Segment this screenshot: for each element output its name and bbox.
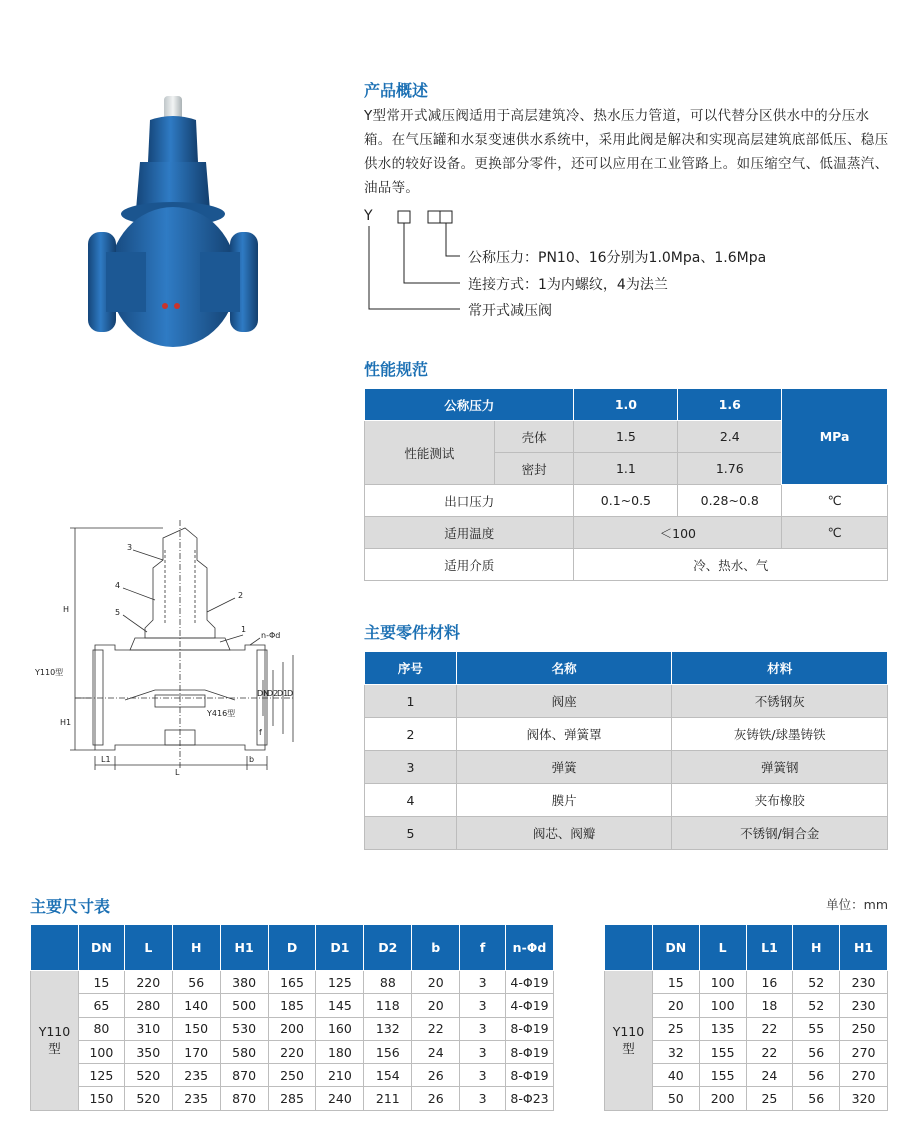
dimension-cell: 135	[699, 1017, 746, 1040]
dimension-table-y110-thread	[604, 924, 888, 1111]
dimension-cell: 211	[364, 1087, 412, 1110]
overview-text: Y型常开式减压阀适用于高层建筑冷、热水压力管道，可以代替分区供水中的分压水箱。在气压罐和水泵变速供水系统中，采用此阀是解决和实现高层建筑底部低压、稳压供水的较好设备。更换部分零件，还可以应用在工业管路上。如压缩空气、低温蒸汽、油品等。	[364, 108, 889, 196]
type-label: Y110 型	[605, 971, 653, 1111]
parts-header-name: 名称	[456, 652, 672, 685]
table-row	[31, 1017, 554, 1040]
dimension-cell: 52	[793, 971, 840, 994]
dim2-header: H1	[840, 925, 888, 971]
performance-table	[364, 388, 888, 581]
table-row	[365, 784, 888, 817]
table-row	[31, 994, 554, 1017]
dimension-cell: 65	[78, 994, 124, 1017]
outlet-label: 出口压力	[365, 485, 574, 517]
parts-cell: 不锈钢灰	[672, 685, 888, 718]
parts-cell: 弹簧钢	[672, 751, 888, 784]
parts-cell: 灰铸铁/球墨铸铁	[672, 718, 888, 751]
dimension-cell: 20	[412, 994, 460, 1017]
dimension-cell: 870	[220, 1064, 268, 1087]
drawing-label-5: 5	[115, 608, 121, 617]
dimension-cell: 56	[793, 1040, 840, 1063]
temp-label: 适用温度	[365, 517, 574, 549]
dimension-cell: 40	[652, 1064, 699, 1087]
temp-unit: ℃	[782, 517, 888, 549]
drawing-label-h: H	[63, 605, 70, 614]
dimension-cell: 22	[746, 1040, 793, 1063]
table-row	[31, 971, 554, 994]
seal-v2: 1.76	[678, 453, 782, 485]
drawing-label-3: 3	[127, 543, 133, 552]
dimension-cell: 25	[652, 1017, 699, 1040]
dimension-cell: 270	[840, 1040, 888, 1063]
drawing-label-l: L	[175, 768, 180, 777]
table-row	[365, 718, 888, 751]
dim1-header: H	[172, 925, 220, 971]
dimension-cell: 580	[220, 1040, 268, 1063]
overview-title: 产品概述	[364, 81, 429, 100]
dimension-cell: 280	[124, 994, 172, 1017]
table-row	[605, 971, 888, 994]
dimension-cell: 530	[220, 1017, 268, 1040]
dimension-table-y110	[30, 924, 554, 1111]
seal-v1: 1.1	[574, 453, 678, 485]
dimension-cell: 3	[460, 1064, 506, 1087]
dimension-cell: 55	[793, 1017, 840, 1040]
drawing-label-1: 1	[241, 625, 247, 634]
dimension-cell: 350	[124, 1040, 172, 1063]
dimension-cell: 125	[78, 1064, 124, 1087]
drawing-label-y416: Y416型	[207, 709, 236, 718]
dimension-cell: 185	[268, 994, 316, 1017]
dimension-cell: 150	[172, 1017, 220, 1040]
drawing-label-f: f	[259, 728, 262, 737]
dimension-cell: 220	[124, 971, 172, 994]
dimension-cell: 132	[364, 1017, 412, 1040]
dimension-cell: 22	[412, 1017, 460, 1040]
dimension-cell: 15	[652, 971, 699, 994]
dimension-cell: 230	[840, 994, 888, 1017]
dimension-cell: 56	[793, 1064, 840, 1087]
dimension-cell: 3	[460, 1087, 506, 1110]
dimension-cell: 250	[268, 1064, 316, 1087]
dimension-cell: 100	[78, 1040, 124, 1063]
dimension-cell: 150	[78, 1087, 124, 1110]
drawing-label-nd: n-Φd	[261, 631, 281, 640]
dimension-cell: 160	[316, 1017, 364, 1040]
parts-header-material: 材料	[672, 652, 888, 685]
dimension-cell: 380	[220, 971, 268, 994]
dimension-cell: 155	[699, 1040, 746, 1063]
dim1-header: H1	[220, 925, 268, 971]
dimension-cell: 18	[746, 994, 793, 1017]
dimension-cell: 100	[699, 994, 746, 1017]
parts-cell: 膜片	[456, 784, 672, 817]
dimension-cell: 165	[268, 971, 316, 994]
dimension-cell: 200	[699, 1087, 746, 1110]
dimensions-title: 主要尺寸表	[30, 897, 111, 916]
drawing-label-y110: Y110型	[35, 668, 64, 677]
drawing-label-l1: L1	[101, 755, 111, 764]
dimension-cell: 25	[746, 1087, 793, 1110]
table-row	[31, 1040, 554, 1063]
dim1-header-blank	[31, 925, 79, 971]
dimension-cell: 180	[316, 1040, 364, 1063]
outlet-v1: 0.1~0.5	[574, 485, 678, 517]
dim2-header-blank	[605, 925, 653, 971]
header-pressure: 公称压力	[365, 389, 574, 421]
test-label: 性能测试	[365, 421, 495, 485]
performance-title: 性能规范	[364, 360, 429, 379]
parts-cell: 不锈钢/铜合金	[672, 817, 888, 850]
table-row	[365, 817, 888, 850]
parts-cell: 夹布橡胶	[672, 784, 888, 817]
dimension-cell: 500	[220, 994, 268, 1017]
dimension-cell: 8-Φ19	[506, 1040, 554, 1063]
dim1-header: f	[460, 925, 506, 971]
dimension-cell: 320	[840, 1087, 888, 1110]
drawing-label-d2: D2	[267, 689, 279, 698]
dimension-cell: 285	[268, 1087, 316, 1110]
dimension-cell: 170	[172, 1040, 220, 1063]
temp-value: ＜100	[574, 517, 782, 549]
model-code-prefix: Y	[364, 208, 373, 224]
drawing-label-4: 4	[115, 581, 121, 590]
dimension-cell: 80	[78, 1017, 124, 1040]
dimension-cell: 235	[172, 1087, 220, 1110]
model-code-line1: 公称压力：PN10、16分别为1.0Mpa、1.6Mpa	[468, 250, 767, 266]
dim2-header: DN	[652, 925, 699, 971]
dimension-cell: 32	[652, 1040, 699, 1063]
dimension-cell: 20	[652, 994, 699, 1017]
dimension-cell: 24	[746, 1064, 793, 1087]
drawing-label-2: 2	[238, 591, 244, 600]
dim1-header: b	[412, 925, 460, 971]
shell-v2: 2.4	[678, 421, 782, 453]
model-code-diagram	[364, 206, 464, 326]
dimension-cell: 520	[124, 1064, 172, 1087]
table-row	[365, 751, 888, 784]
dimension-cell: 15	[78, 971, 124, 994]
dimension-cell: 8-Φ19	[506, 1017, 554, 1040]
dimension-cell: 56	[793, 1087, 840, 1110]
medium-value: 冷、热水、气	[574, 549, 888, 581]
dim1-header: D	[268, 925, 316, 971]
parts-cell: 4	[365, 784, 457, 817]
shell-v1: 1.5	[574, 421, 678, 453]
dim2-header: L	[699, 925, 746, 971]
dimension-cell: 235	[172, 1064, 220, 1087]
parts-title: 主要零件材料	[364, 623, 461, 642]
dimension-cell: 3	[460, 1040, 506, 1063]
dimension-cell: 3	[460, 1017, 506, 1040]
drawing-label-d: D	[287, 689, 294, 698]
model-code-line3: 常开式减压阀	[468, 303, 552, 319]
dimension-cell: 20	[412, 971, 460, 994]
unit-label: 单位：mm	[826, 897, 888, 912]
table-row	[31, 1064, 554, 1087]
dim1-header: L	[124, 925, 172, 971]
dimension-cell: 118	[364, 994, 412, 1017]
table-row	[31, 1087, 554, 1110]
dimension-cell: 50	[652, 1087, 699, 1110]
parts-cell: 阀座	[456, 685, 672, 718]
dim1-header: D1	[316, 925, 364, 971]
table-row	[365, 685, 888, 718]
parts-table	[364, 651, 888, 850]
dimension-cell: 8-Φ19	[506, 1064, 554, 1087]
dimension-cell: 220	[268, 1040, 316, 1063]
type-label: Y110 型	[31, 971, 79, 1111]
dimension-cell: 270	[840, 1064, 888, 1087]
valve-section-drawing	[35, 520, 325, 780]
dimension-cell: 56	[172, 971, 220, 994]
drawing-label-h1: H1	[60, 718, 72, 727]
outlet-v2: 0.28~0.8	[678, 485, 782, 517]
dim1-header: DN	[78, 925, 124, 971]
dim1-header: n-Φd	[506, 925, 554, 971]
dimension-cell: 4-Φ19	[506, 994, 554, 1017]
parts-cell: 弹簧	[456, 751, 672, 784]
parts-cell: 3	[365, 751, 457, 784]
parts-cell: 2	[365, 718, 457, 751]
dimension-cell: 3	[460, 994, 506, 1017]
drawing-label-dn: DN	[257, 689, 270, 698]
dimension-cell: 4-Φ19	[506, 971, 554, 994]
model-code-line2: 连接方式：1为内螺纹，4为法兰	[468, 277, 668, 293]
dim1-header: D2	[364, 925, 412, 971]
dimension-cell: 24	[412, 1040, 460, 1063]
header-1-6: 1.6	[678, 389, 782, 421]
dimension-cell: 156	[364, 1040, 412, 1063]
dimension-cell: 200	[268, 1017, 316, 1040]
dimension-cell: 52	[793, 994, 840, 1017]
dimension-cell: 100	[699, 971, 746, 994]
dim2-header: L1	[746, 925, 793, 971]
dimension-cell: 155	[699, 1064, 746, 1087]
dimension-cell: 154	[364, 1064, 412, 1087]
dimension-cell: 88	[364, 971, 412, 994]
header-unit-mpa: MPa	[782, 389, 888, 485]
dim2-header: H	[793, 925, 840, 971]
valve-photo	[80, 92, 270, 367]
dimension-cell: 3	[460, 971, 506, 994]
outlet-unit: ℃	[782, 485, 888, 517]
dimension-cell: 520	[124, 1087, 172, 1110]
dimension-cell: 125	[316, 971, 364, 994]
medium-label: 适用介质	[365, 549, 574, 581]
drawing-label-d1: D1	[277, 689, 289, 698]
dimension-cell: 140	[172, 994, 220, 1017]
shell-label: 壳体	[494, 421, 574, 453]
parts-cell: 5	[365, 817, 457, 850]
dimension-cell: 230	[840, 971, 888, 994]
dimension-cell: 310	[124, 1017, 172, 1040]
dimension-cell: 16	[746, 971, 793, 994]
seal-label: 密封	[494, 453, 574, 485]
dimension-cell: 22	[746, 1017, 793, 1040]
dimension-cell: 145	[316, 994, 364, 1017]
dimension-cell: 240	[316, 1087, 364, 1110]
dimension-cell: 210	[316, 1064, 364, 1087]
dimension-cell: 250	[840, 1017, 888, 1040]
dimension-cell: 26	[412, 1087, 460, 1110]
drawing-label-b: b	[249, 755, 255, 764]
dimension-cell: 8-Φ23	[506, 1087, 554, 1110]
parts-cell: 1	[365, 685, 457, 718]
parts-cell: 阀体、弹簧罩	[456, 718, 672, 751]
parts-cell: 阀芯、阀瓣	[456, 817, 672, 850]
dimension-cell: 26	[412, 1064, 460, 1087]
dimension-cell: 870	[220, 1087, 268, 1110]
parts-header-no: 序号	[365, 652, 457, 685]
header-1-0: 1.0	[574, 389, 678, 421]
